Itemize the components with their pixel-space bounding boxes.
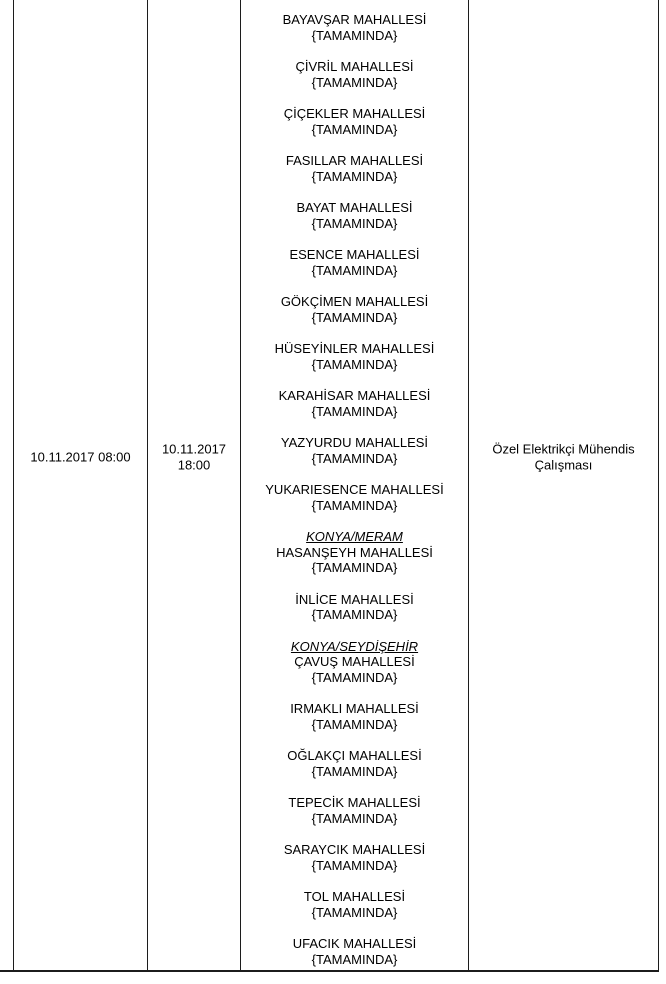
area-name: SARAYCIK MAHALLESİ xyxy=(283,842,426,857)
area-scope: {TAMAMINDA} xyxy=(311,810,398,826)
area-entry xyxy=(241,12,468,43)
area-name: BAYAT MAHALLESİ xyxy=(296,200,413,215)
area-name: ÇİÇEKLER MAHALLESİ xyxy=(283,106,426,121)
area-scope: {TAMAMINDA} xyxy=(311,669,398,685)
area-name: KARAHİSAR MAHALLESİ xyxy=(278,388,431,403)
cropped-left-cell xyxy=(0,0,13,970)
area-name: İNLİCE MAHALLESİ xyxy=(295,591,414,607)
area-entry xyxy=(241,59,468,90)
area-entry xyxy=(241,482,468,513)
area-name: YUKARIESENCE MAHALLESİ xyxy=(265,482,444,497)
district-header: KONYA/SEYDİŞEHİR xyxy=(290,638,419,654)
area-entry xyxy=(241,592,468,623)
area-scope: {TAMAMINDA} xyxy=(311,215,398,231)
district-header: KONYA/MERAM xyxy=(306,529,403,544)
area-entry xyxy=(241,106,468,137)
area-entry xyxy=(241,200,468,231)
area-scope: {TAMAMINDA} xyxy=(311,904,398,920)
area-entry xyxy=(241,936,468,967)
area-scope: {TAMAMINDA} xyxy=(311,763,398,779)
area-scope: {TAMAMINDA} xyxy=(311,168,398,184)
area-name: ÇİVRİL MAHALLESİ xyxy=(295,59,414,74)
area-entry xyxy=(241,545,468,576)
start-datetime: 10.11.2017 08:00 xyxy=(30,449,131,465)
area-scope: {TAMAMINDA} xyxy=(311,607,398,622)
area-name: BAYAVŞAR MAHALLESİ xyxy=(282,12,427,27)
area-name: TEPECİK MAHALLESİ xyxy=(288,795,421,810)
area-name: UFACIK MAHALLESİ xyxy=(292,936,417,951)
area-entry xyxy=(241,842,468,873)
area-entry xyxy=(241,748,468,779)
area-scope: {TAMAMINDA} xyxy=(311,262,398,278)
area-entry xyxy=(241,795,468,826)
area-scope: {TAMAMINDA} xyxy=(311,716,398,732)
area-name: HÜSEYİNLER MAHALLESİ xyxy=(274,341,435,356)
area-scope: {TAMAMINDA} xyxy=(311,74,398,90)
area-name: HASANŞEYH MAHALLESİ xyxy=(276,544,433,560)
area-name: IRMAKLI MAHALLESİ xyxy=(290,701,419,716)
area-scope: {TAMAMINDA} xyxy=(311,857,398,873)
area-name: TOL MAHALLESİ xyxy=(303,889,406,904)
area-scope: {TAMAMINDA} xyxy=(311,309,398,325)
area-entry xyxy=(241,294,468,325)
area-entry xyxy=(241,388,468,419)
area-scope: {TAMAMINDA} xyxy=(311,27,398,43)
area-entry xyxy=(241,341,468,372)
end-datetime-cell xyxy=(147,0,240,970)
area-name: YAZYURDU MAHALLESİ xyxy=(280,435,429,450)
area-name: ÇAVUŞ MAHALLESİ xyxy=(294,654,415,669)
area-entry xyxy=(241,701,468,732)
area-entry xyxy=(241,247,468,278)
area-name: FASILLAR MAHALLESİ xyxy=(285,153,424,168)
area-entry xyxy=(241,153,468,184)
reason-cell xyxy=(468,0,659,970)
area-name: GÖKÇİMEN MAHALLESİ xyxy=(280,294,429,309)
end-datetime: 10.11.2017 18:00 xyxy=(161,441,227,472)
area-scope: {TAMAMINDA} xyxy=(311,356,398,372)
start-datetime-cell xyxy=(13,0,147,970)
area-scope: {TAMAMINDA} xyxy=(311,403,398,419)
area-scope: {TAMAMINDA} xyxy=(311,951,398,967)
area-scope: {TAMAMINDA} xyxy=(311,450,398,466)
area-scope: {TAMAMINDA} xyxy=(311,497,398,513)
affected-areas-cell xyxy=(240,0,468,970)
area-entry xyxy=(241,435,468,466)
area-entry xyxy=(241,889,468,920)
area-name: ESENCE MAHALLESİ xyxy=(289,247,420,262)
area-scope: {TAMAMINDA} xyxy=(311,560,398,575)
area-list xyxy=(241,0,468,967)
outage-reason: Özel Elektrikçi Mühendis Çalışması xyxy=(492,441,635,472)
area-name: OĞLAKÇI MAHALLESİ xyxy=(287,748,422,763)
area-scope: {TAMAMINDA} xyxy=(311,121,398,137)
area-entry xyxy=(241,654,468,685)
